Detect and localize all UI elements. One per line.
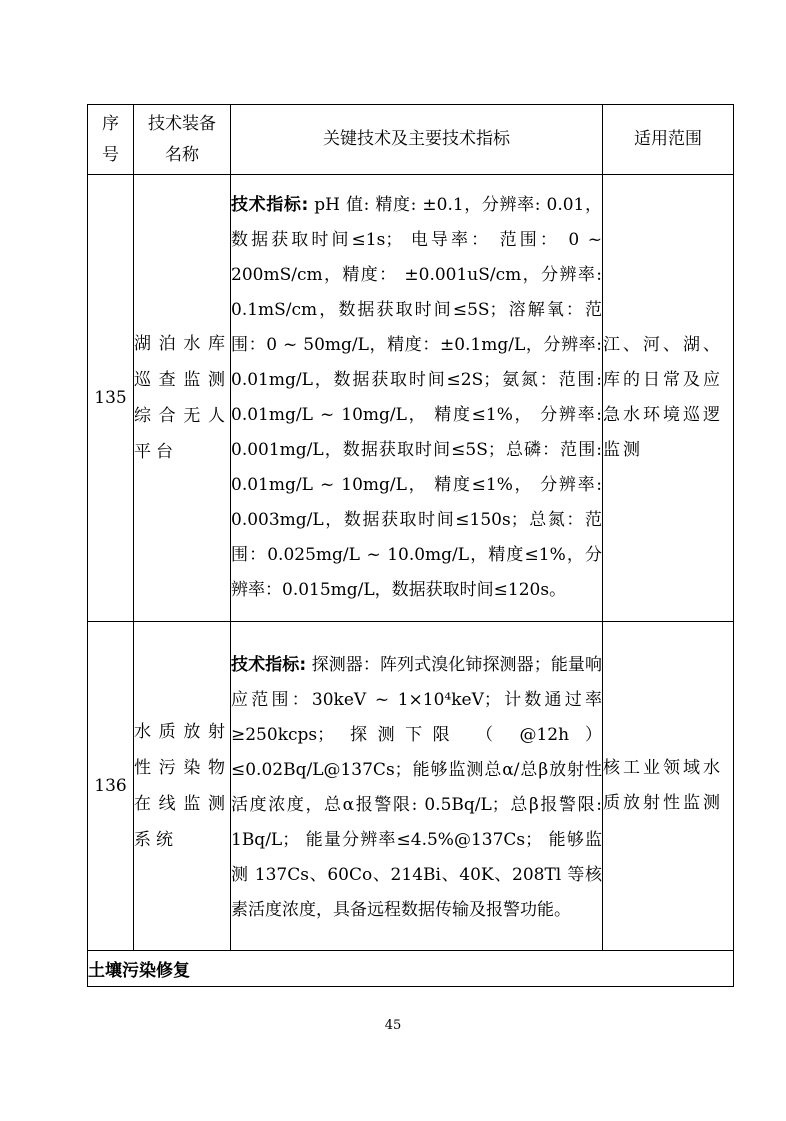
header-spec: 关键技术及主要技术指标	[231, 105, 603, 175]
spec-cell	[231, 622, 603, 951]
section-title: 土壤污染修复	[88, 951, 734, 987]
spec-text: 探测器：阵列式溴化铈探测器；能量响应范围：30keV ~ 1×10⁴keV；计数通过率≥250kcps； 探测下限 （ @12h ） ≤0.02Bq/L@137Cs；能够监测总α/总β放射性活度浓度，总α报警限: 0.5Bq/L；总β报警限: 1Bq/L； 能量分辨率≤4.5%@137Cs； 能够监测 137Cs、60Co、214Bi、40K、208Tl 等核素活度浓度，具备远程数据传输及报警功能。	[231, 655, 602, 920]
equipment-table	[87, 104, 734, 987]
header-name: 技术装备名称	[134, 105, 231, 175]
spec-cell	[231, 175, 603, 622]
table-row	[88, 622, 734, 951]
spec-label: 技术指标:	[231, 655, 307, 675]
header-scope: 适用范围	[603, 105, 734, 175]
spec-text: pH 值: 精度: ±0.1，分辨率: 0.01，数据获取时间≤1s； 电导率： 范围： 0 ~ 200mS/cm，精度： ±0.001uS/cm，分辨率: 0.1mS/cm，数据获取时间≤5S；溶解氧：范围：0 ~ 50mg/L，精度：±0.1mg/L，分辨率: 0.01mg/L，数据获取时间≤2S；氨氮：范围: 0.01mg/L ~ 10mg/L， 精度≤1%， 分辨率: 0.001mg/L，数据获取时间≤5S；总磷：范围: 0.01mg/L ~ 10mg/L， 精度≤1%， 分辨率: 0.003mg/L，数据获取时间≤150s；总氮：范围：0.025mg/L ~ 10.0mg/L，精度≤1%，分辨率：0.015mg/L，数据获取时间≤120s。	[231, 195, 602, 600]
scope-cell: 核工业领域水质放射性监测	[603, 622, 734, 951]
spec-label: 技术指标:	[231, 195, 309, 215]
equipment-name: 水质放射性污染物在线监测系统	[134, 622, 231, 951]
section-row	[88, 951, 734, 987]
row-number: 136	[88, 622, 134, 951]
scope-cell: 江、河、湖、库的日常及应急水环境巡逻监测	[603, 175, 734, 622]
header-no: 序号	[88, 105, 134, 175]
page-number: 45	[384, 1018, 402, 1033]
table-header-row	[88, 105, 734, 175]
equipment-name: 湖泊水库巡查监测综合无人平台	[134, 175, 231, 622]
row-number: 135	[88, 175, 134, 622]
table-row	[88, 175, 734, 622]
